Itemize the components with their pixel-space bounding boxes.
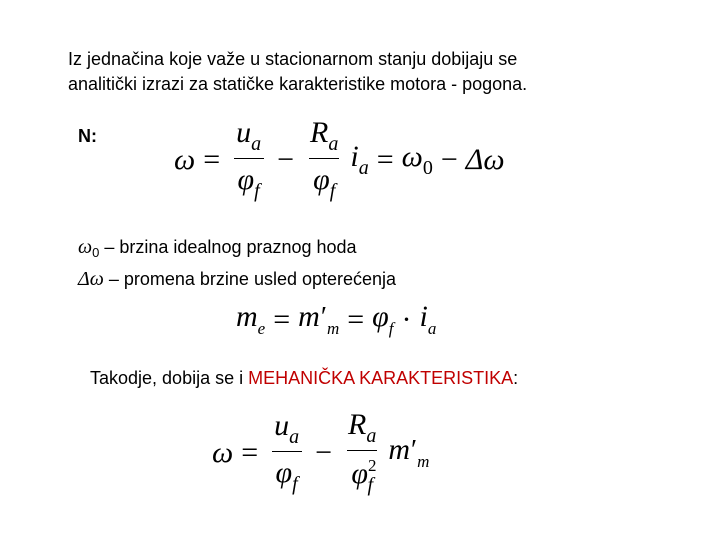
a-subscript: a (289, 426, 300, 448)
f-subscript: f (329, 180, 336, 202)
f-subscript: f (388, 319, 394, 338)
phi-symbol: φ (372, 300, 389, 333)
omega0-def-subscript: 0 (92, 245, 100, 260)
fraction-ra-phif2 (344, 410, 380, 495)
m-symbol: m (388, 433, 411, 466)
mechanical-equation (212, 410, 429, 495)
m-subscript: m (326, 319, 340, 338)
r-symbol: R (310, 116, 329, 149)
delta-def-symbol: Δω (78, 268, 104, 290)
f-subscript: f (292, 473, 298, 495)
prime-mark: ′ (320, 302, 327, 333)
i-symbol: i (419, 300, 428, 333)
phi-symbol: φ (313, 163, 330, 196)
minus-sign: − (440, 142, 458, 176)
a-subscript: a (328, 133, 339, 155)
omega0-symbol: ω (401, 139, 423, 173)
intro-paragraph: Iz jednačina koje važe u stacionarnom stanju dobijaju se analitički izrazi za statičke karakteristike motora - pogona. (68, 49, 528, 94)
dot-operator: · (401, 302, 412, 336)
minus-sign: − (277, 142, 295, 176)
takodje-prefix: Takodje, dobija se i (90, 368, 249, 388)
r-symbol: R (348, 408, 367, 441)
fraction-ua-phif (232, 118, 265, 201)
e-subscript: e (257, 319, 266, 338)
takodje-suffix: : (513, 368, 519, 388)
equals-sign: = (376, 142, 394, 176)
equals-sign: = (241, 435, 259, 469)
m-subscript: m (417, 452, 430, 471)
a-subscript: a (366, 425, 377, 447)
mechanical-characteristic-line (90, 368, 518, 389)
a-subscript: a (358, 156, 369, 179)
zero-subscript: 0 (422, 156, 433, 179)
phi-symbol: φ (237, 163, 255, 196)
omega-symbol: ω (174, 142, 196, 176)
n-label: N: (78, 126, 97, 146)
fraction-ra-phif (306, 118, 342, 201)
equals-sign: = (203, 142, 221, 176)
f-subscript: f (367, 474, 374, 496)
a-subscript: a (427, 319, 437, 338)
i-symbol: i (350, 139, 359, 173)
u-symbol: u (274, 409, 290, 442)
u-symbol: u (236, 116, 252, 149)
mechanical-characteristic-highlight: MEHANIČKA KARAKTERISTIKA (248, 368, 514, 388)
prime-mark: ′ (411, 435, 418, 466)
delta-def-text: – promena brzine usled opterećenja (103, 269, 397, 289)
phi-symbol: φ (351, 457, 368, 490)
squared-superscript: 2 (367, 456, 377, 475)
minus-sign: − (315, 435, 333, 469)
delta-omega-symbol: Δω (465, 142, 505, 176)
equals-sign: = (273, 302, 291, 336)
definitions (78, 234, 396, 293)
fraction-ua-phif (270, 411, 303, 494)
equals-sign: = (347, 302, 365, 336)
f-subscript: f (254, 180, 260, 202)
a-subscript: a (251, 133, 262, 155)
delta-definition (78, 266, 396, 293)
torque-equation (236, 302, 436, 337)
speed-equation (174, 118, 505, 201)
m-symbol: m (298, 300, 320, 333)
omega-symbol: ω (212, 435, 234, 469)
phi-symbol: φ (275, 456, 293, 489)
omega0-definition (78, 234, 396, 266)
omega0-def-text: – brzina idealnog praznog hoda (99, 237, 357, 257)
omega0-def-symbol: ω (78, 236, 93, 258)
m-symbol: m (236, 300, 258, 333)
